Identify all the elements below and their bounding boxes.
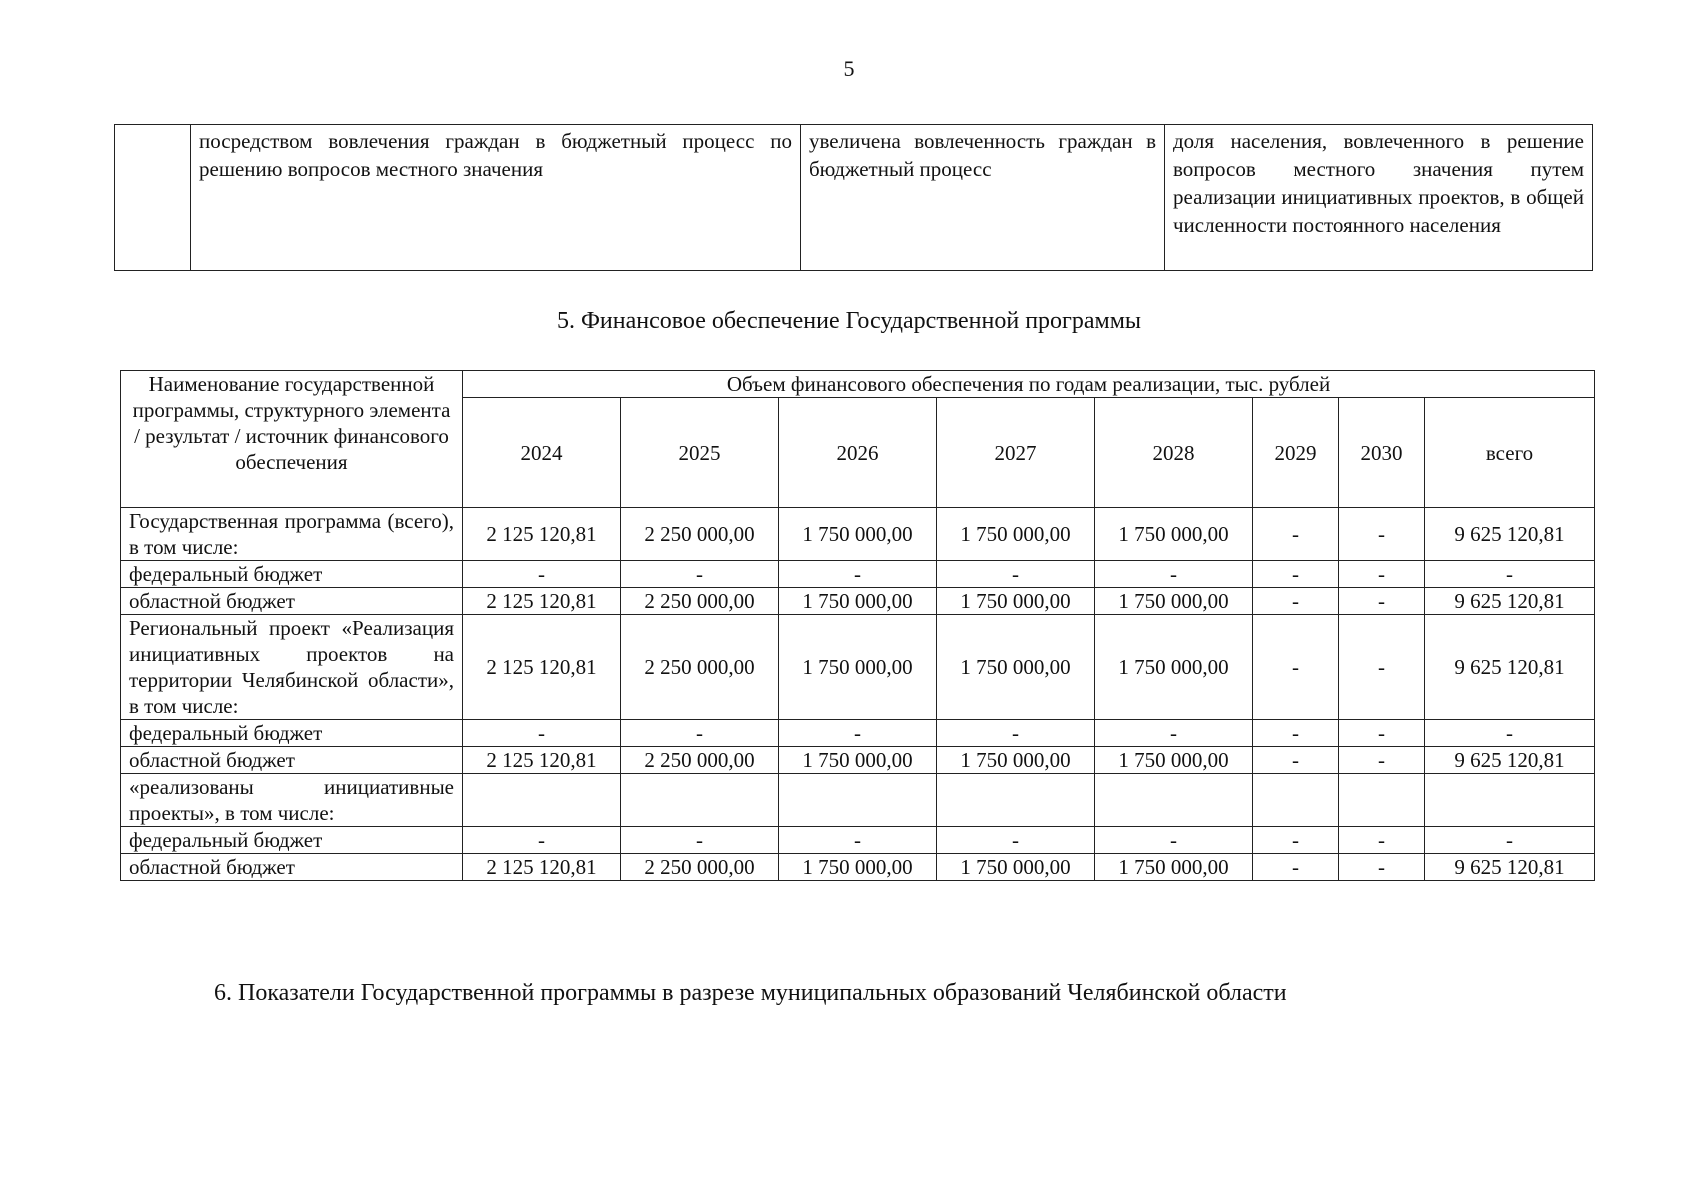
year-header: 2030 [1339, 398, 1425, 508]
value-cell: 2 125 120,81 [463, 747, 621, 774]
table-row [121, 588, 1595, 615]
value-cell: - [621, 827, 779, 854]
table-cell-result: увеличена вовлеченность граждан в бюджетный процесс [801, 125, 1165, 271]
value-cell: - [463, 827, 621, 854]
year-header: 2025 [621, 398, 779, 508]
value-cell: 1 750 000,00 [937, 615, 1095, 720]
value-cell: 9 625 120,81 [1425, 854, 1595, 881]
value-cell: 1 750 000,00 [779, 615, 937, 720]
header-row [121, 371, 1595, 398]
value-cell: - [1339, 827, 1425, 854]
table-row [121, 854, 1595, 881]
table-row [121, 561, 1595, 588]
value-cell: - [1253, 588, 1339, 615]
value-cell: - [463, 720, 621, 747]
value-cell: - [937, 827, 1095, 854]
value-cell [1339, 774, 1425, 827]
row-label: Государственная программа (всего), в том числе: [121, 508, 463, 561]
table-cell-indicator: доля населения, вовлеченного в решение вопросов местного значения путем реализации инициативных проектов, в общей численности постоянного населения [1165, 125, 1593, 271]
header-name-cell: Наименование государственной программы, структурного элемента / результат / источник финансового обеспечения [121, 371, 463, 508]
value-cell: 1 750 000,00 [937, 588, 1095, 615]
value-cell: 1 750 000,00 [1095, 747, 1253, 774]
value-cell: - [1339, 615, 1425, 720]
table-row [121, 747, 1595, 774]
row-label: областной бюджет [121, 854, 463, 881]
value-cell: - [1253, 615, 1339, 720]
value-cell: - [1339, 561, 1425, 588]
value-cell: - [1095, 827, 1253, 854]
table-row [121, 774, 1595, 827]
row-label: федеральный бюджет [121, 827, 463, 854]
year-header: 2027 [937, 398, 1095, 508]
value-cell: 2 250 000,00 [621, 508, 779, 561]
row-label: областной бюджет [121, 747, 463, 774]
value-cell: - [1253, 854, 1339, 881]
value-cell: 9 625 120,81 [1425, 615, 1595, 720]
value-cell: 2 250 000,00 [621, 854, 779, 881]
value-cell: 2 125 120,81 [463, 615, 621, 720]
value-cell: - [463, 561, 621, 588]
row-label: федеральный бюджет [121, 720, 463, 747]
value-cell: - [1095, 720, 1253, 747]
value-cell: - [779, 720, 937, 747]
value-cell: - [1339, 508, 1425, 561]
section-heading-5: 5. Финансовое обеспечение Государственной программы [556, 308, 1142, 334]
year-header: 2028 [1095, 398, 1253, 508]
value-cell: - [937, 561, 1095, 588]
value-cell: 1 750 000,00 [779, 747, 937, 774]
value-cell [937, 774, 1095, 827]
value-cell: 9 625 120,81 [1425, 588, 1595, 615]
value-cell: 1 750 000,00 [937, 747, 1095, 774]
value-cell: - [937, 720, 1095, 747]
value-cell: 9 625 120,81 [1425, 747, 1595, 774]
finance-table [120, 370, 1595, 881]
row-label: областной бюджет [121, 588, 463, 615]
value-cell: - [1339, 747, 1425, 774]
value-cell [463, 774, 621, 827]
value-cell: - [1253, 827, 1339, 854]
row-label: «реализованы инициативные проекты», в том числе: [121, 774, 463, 827]
value-cell: - [1253, 508, 1339, 561]
header-volume-cell: Объем финансового обеспечения по годам реализации, тыс. рублей [463, 371, 1595, 398]
value-cell: 1 750 000,00 [779, 854, 937, 881]
table-cell-task: посредством вовлечения граждан в бюджетный процесс по решению вопросов местного значения [191, 125, 801, 271]
continuation-table [114, 124, 1593, 271]
table-cell-number [115, 125, 191, 271]
value-cell: - [1339, 588, 1425, 615]
section-heading-6: 6. Показатели Государственной программы в разрезе муниципальных образований Челябинской области [214, 980, 1287, 1006]
value-cell: 1 750 000,00 [1095, 588, 1253, 615]
value-cell: 1 750 000,00 [779, 508, 937, 561]
value-cell: 2 250 000,00 [621, 747, 779, 774]
value-cell: - [1339, 854, 1425, 881]
value-cell: - [1253, 720, 1339, 747]
value-cell: - [779, 827, 937, 854]
value-cell: 1 750 000,00 [937, 508, 1095, 561]
table-row [121, 720, 1595, 747]
value-cell: - [621, 720, 779, 747]
value-cell [779, 774, 937, 827]
value-cell: 2 250 000,00 [621, 615, 779, 720]
value-cell: - [1425, 720, 1595, 747]
table-row [121, 827, 1595, 854]
table-row [121, 615, 1595, 720]
value-cell: 2 125 120,81 [463, 508, 621, 561]
value-cell: - [1253, 747, 1339, 774]
value-cell [1425, 774, 1595, 827]
value-cell: - [1425, 561, 1595, 588]
year-header: 2029 [1253, 398, 1339, 508]
row-label: Региональный проект «Реализация инициативных проектов на территории Челябинской области», в том числе: [121, 615, 463, 720]
page-number: 5 [843, 56, 855, 81]
year-header: 2024 [463, 398, 621, 508]
value-cell: - [779, 561, 937, 588]
value-cell: 1 750 000,00 [1095, 615, 1253, 720]
value-cell: - [1095, 561, 1253, 588]
value-cell: - [1253, 561, 1339, 588]
value-cell: 9 625 120,81 [1425, 508, 1595, 561]
value-cell: - [621, 561, 779, 588]
total-header: всего [1425, 398, 1595, 508]
value-cell: - [1425, 827, 1595, 854]
value-cell [1253, 774, 1339, 827]
value-cell: 2 250 000,00 [621, 588, 779, 615]
table-row [121, 508, 1595, 561]
value-cell: - [1339, 720, 1425, 747]
value-cell: 2 125 120,81 [463, 854, 621, 881]
year-header: 2026 [779, 398, 937, 508]
table-row [115, 125, 1593, 271]
value-cell: 1 750 000,00 [937, 854, 1095, 881]
value-cell [621, 774, 779, 827]
value-cell: 1 750 000,00 [1095, 854, 1253, 881]
value-cell: 1 750 000,00 [779, 588, 937, 615]
value-cell [1095, 774, 1253, 827]
value-cell: 2 125 120,81 [463, 588, 621, 615]
row-label: федеральный бюджет [121, 561, 463, 588]
value-cell: 1 750 000,00 [1095, 508, 1253, 561]
